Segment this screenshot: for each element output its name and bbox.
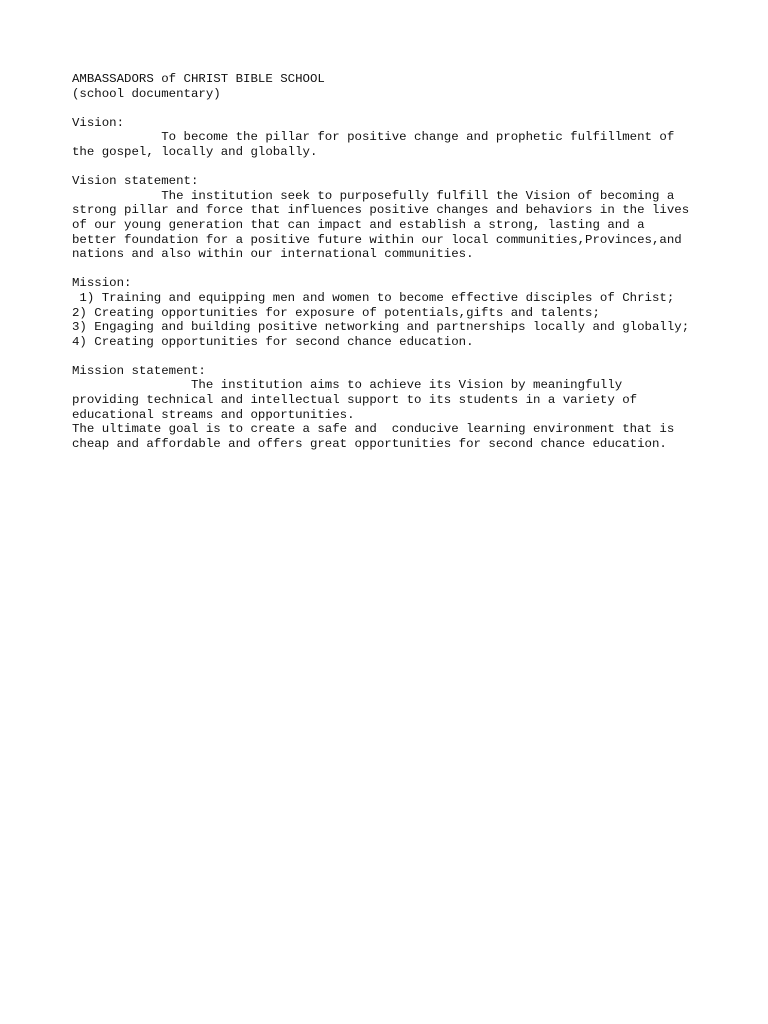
spacer [72, 101, 712, 116]
spacer [72, 262, 712, 277]
vision-heading: Vision: [72, 115, 125, 130]
spacer [72, 349, 712, 364]
vision-statement-line: strong pillar and force that influences positive changes and behaviors in the lives [72, 203, 690, 218]
vision-statement-line: nations and also within our international communities. [72, 247, 474, 262]
mission-heading: Mission: [72, 276, 132, 291]
mission-statement-line: educational streams and opportunities. [72, 407, 355, 422]
document-title: AMBASSADORS of CHRIST BIBLE SCHOOL [72, 72, 325, 86]
mission-statement-line: The institution aims to achieve its Vision by meaningfully [72, 378, 623, 393]
vision-statement-line: The institution seek to purposefully fulfill the Vision of becoming a [72, 188, 675, 203]
vision-statement-line: of our young generation that can impact and establish a strong, lasting and a [72, 217, 645, 232]
vision-statement-line: better foundation for a positive future within our local communities,Provinces,and [72, 232, 682, 247]
vision-statement-heading: Vision statement: [72, 174, 199, 189]
mission-statement-heading: Mission statement: [72, 363, 206, 378]
mission-statement-line: cheap and affordable and offers great opportunities for second chance education. [72, 436, 667, 451]
mission-statement-line: providing technical and intellectual support to its students in a variety of [72, 393, 638, 408]
mission-item: 2) Creating opportunities for exposure of potentials,gifts and talents; [72, 305, 600, 320]
vision-line: the gospel, locally and globally. [72, 144, 318, 159]
document-subtitle: (school documentary) [72, 86, 221, 101]
spacer [72, 160, 712, 175]
vision-line: To become the pillar for positive change and prophetic fulfillment of [72, 130, 675, 145]
mission-item: 4) Creating opportunities for second chance education. [72, 334, 474, 349]
mission-item: 1) Training and equipping men and women to become effective disciples of Christ; [72, 290, 675, 305]
mission-statement-line: The ultimate goal is to create a safe and conducive learning environment that is [72, 422, 675, 437]
document-page [72, 72, 712, 451]
mission-item: 3) Engaging and building positive networking and partnerships locally and globally; [72, 320, 690, 335]
